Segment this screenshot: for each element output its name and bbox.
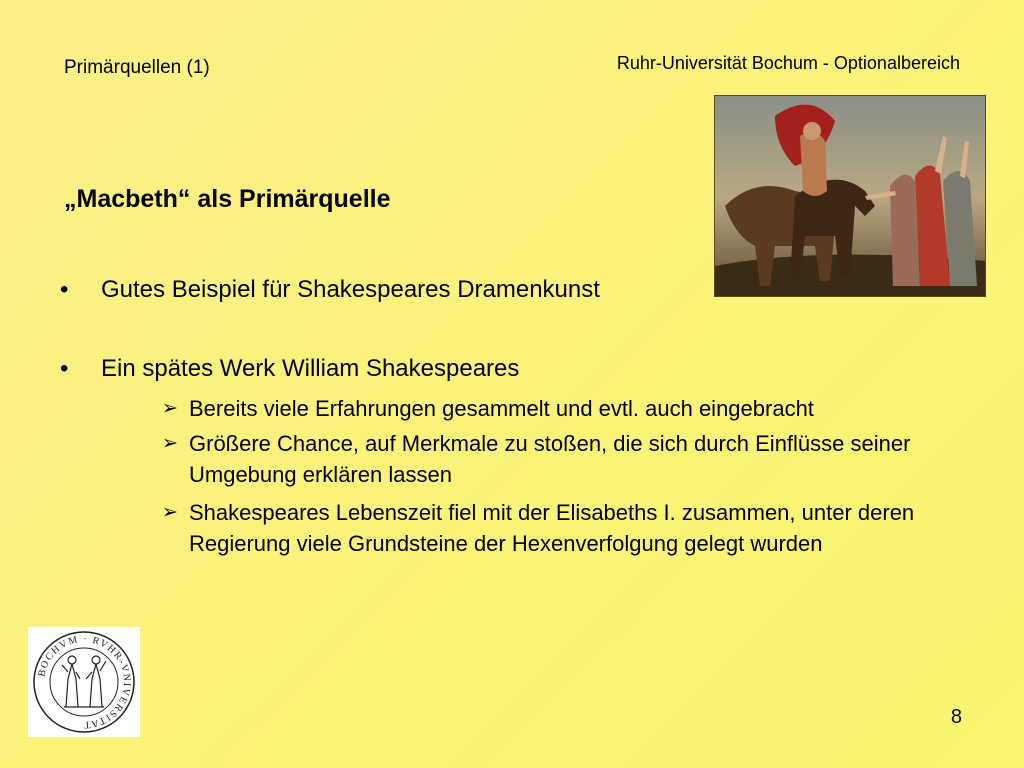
subpoint-item <box>162 393 979 424</box>
subpoint-text: Shakespeares Lebenszeit fiel mit der Elisabeths I. zusammen, unter deren Regierung viele Grundsteine der Hexenverfolgung gelegt wurden <box>189 500 915 556</box>
university-seal-logo <box>28 627 140 737</box>
bullet-text: Ein spätes Werk William Shakespeares <box>101 355 520 382</box>
arrow-bullet-icon: ➢ <box>162 433 178 454</box>
subpoint-text: Bereits viele Erfahrungen gesammelt und evtl. auch eingebracht <box>189 396 814 421</box>
slide-section-title: Primärquellen (1) <box>64 57 210 78</box>
subpoint-item <box>162 428 964 490</box>
subpoint-item <box>162 497 969 559</box>
arrow-bullet-icon: ➢ <box>162 398 178 419</box>
institution-name: Ruhr-Universität Bochum - Optionalbereich <box>616 53 960 73</box>
bullet-dot-icon: • <box>60 276 69 303</box>
slide-heading: „Macbeth“ als Primärquelle <box>64 185 391 213</box>
bullet-dot-icon: • <box>60 355 69 382</box>
macbeth-witches-painting <box>714 95 986 297</box>
page-number: 8 <box>950 706 962 728</box>
bullet-text: Gutes Beispiel für Shakespeares Dramenkunst <box>101 276 600 303</box>
subpoint-text: Größere Chance, auf Merkmale zu stoßen, die sich durch Einflüsse seiner Umgebung erklären lassen <box>189 431 911 487</box>
arrow-bullet-icon: ➢ <box>162 502 178 523</box>
svg-text:BOCHVM · RVHR-VNIVERSITAT: BOCHVM · RVHR-VNIVERSITAT <box>36 633 133 731</box>
